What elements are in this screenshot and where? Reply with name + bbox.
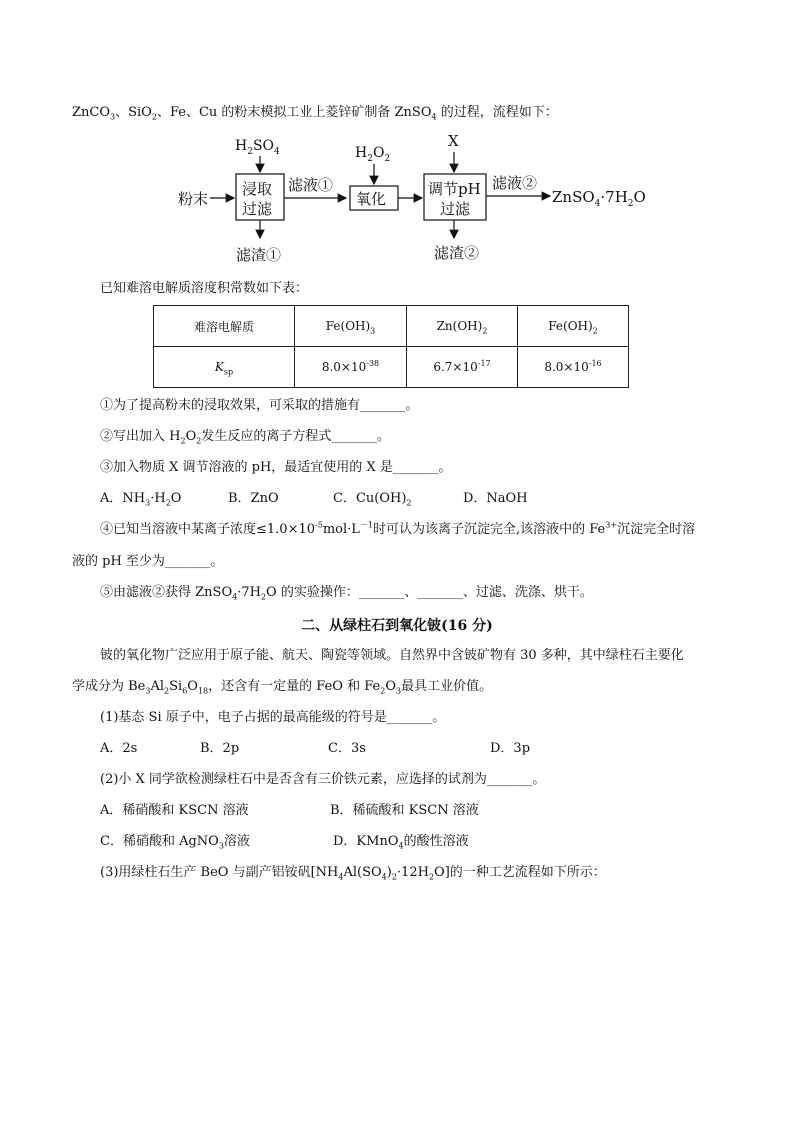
ksp-table bbox=[153, 305, 629, 388]
table-cell: $6.7\times 10^{-17}$ bbox=[407, 347, 518, 388]
intro-text: ZnCO$_3$、SiO$_2$、Fe、Cu 的粉末模拟工业上菱锌矿制备 ZnSO$_4$ 的过程，流程如下： bbox=[72, 105, 558, 122]
question-5: ⑤由滤液②获得 $ZnSO_4\cdot 7H_2O$ 的实验操作：_______、_______、过滤、洗涤、烘干。 bbox=[100, 585, 593, 602]
section-2-title: 二、从绿柱石到氧化铍(16 分) bbox=[301, 618, 493, 634]
table-header-cell: $Zn(OH)_2$ bbox=[407, 306, 518, 347]
section-2-paragraph-line2: 学成分为 $Be_3Al_2Si_6O_{18}$，还含有一定量的 FeO 和 $Fe_2O_3$最具工业价值。 bbox=[72, 679, 493, 696]
s2-q1-option-a: A．2s bbox=[100, 741, 138, 756]
q3-option-c: C．$Cu(OH)_2$ bbox=[333, 491, 412, 508]
flow-filtrate2: 滤液② bbox=[492, 174, 538, 192]
table-header-cell: $Fe(OH)_2$ bbox=[518, 306, 629, 347]
question-2: ②写出加入 $H_2O_2$发生反应的离子方程式_______。 bbox=[100, 429, 390, 446]
q3-option-b: B．ZnO bbox=[228, 491, 279, 506]
table-header-cell: 难溶电解质 bbox=[154, 306, 295, 347]
process-flow-diagram bbox=[170, 128, 660, 268]
question-3: ③加入物质 X 调节溶液的 pH，最适宜使用的 X 是_______。 bbox=[100, 460, 452, 475]
flow-box1-line1: 浸取 bbox=[242, 180, 273, 198]
q3-option-d: D．NaOH bbox=[463, 491, 528, 506]
s2-q1-option-d: D．3p bbox=[490, 741, 531, 756]
s2-question-3: (3)用绿柱石生产 BeO 与副产铝铵矾$[NH_4Al(SO_4)_2\cdot 12H_2O]$的一种工艺流程如下所示： bbox=[100, 865, 606, 882]
question-4-line2: 液的 pH 至少为_______。 bbox=[72, 554, 224, 569]
flow-residue1: 滤渣① bbox=[236, 246, 282, 264]
flow-product: $ZnSO_4\cdot 7H_2O$ bbox=[552, 188, 646, 209]
table-row bbox=[154, 306, 629, 347]
flow-box1-line2: 过滤 bbox=[242, 200, 273, 218]
s2-question-2: (2)小 X 同学欲检测绿柱石中是否含有三价铁元素，应选择的试剂为_______。 bbox=[100, 772, 546, 787]
flow-filtrate1: 滤液① bbox=[288, 176, 334, 194]
flow-reagent-h2o2: $H_2O_2$ bbox=[355, 145, 391, 164]
table-row bbox=[154, 347, 629, 388]
flow-box3-line1: 调节pH bbox=[428, 180, 481, 198]
flow-box2-label: 氧化 bbox=[356, 190, 387, 208]
s2-q1-option-b: B．2p bbox=[200, 741, 240, 756]
question-1: ①为了提高粉末的浸取效果，可采取的措施有_______。 bbox=[100, 398, 419, 413]
table-cell: $K_{sp}$ bbox=[154, 347, 295, 388]
flow-box3-line2: 过滤 bbox=[440, 200, 471, 218]
table-cell: $8.0\times 10^{-38}$ bbox=[295, 347, 407, 388]
s2-q2-option-b: B．稀硫酸和 KSCN 溶液 bbox=[330, 803, 479, 818]
s2-q2-option-c: C．稀硝酸和 AgNO$_3$溶液 bbox=[100, 834, 250, 851]
q3-option-a: A．$NH_3\cdot H_2O$ bbox=[100, 491, 182, 508]
table-header-cell: $Fe(OH)_3$ bbox=[295, 306, 407, 347]
flow-residue2: 滤渣② bbox=[434, 244, 480, 262]
table-cell: $8.0\times 10^{-16}$ bbox=[518, 347, 629, 388]
section-2-paragraph-line1: 铍的氧化物广泛应用于原子能、航天、陶瓷等领域。自然界中含铍矿物有 30 多种，其中绿柱石主要化 bbox=[100, 648, 684, 663]
s2-q2-option-d: D．KMnO$_4$的酸性溶液 bbox=[333, 834, 469, 851]
ksp-intro: 已知难溶电解质溶度积常数如下表： bbox=[100, 281, 309, 296]
flow-reagent-h2so4: $H_2SO_4$ bbox=[235, 138, 280, 157]
flow-reagent-x: X bbox=[448, 132, 459, 150]
s2-question-1: (1)基态 Si 原子中，电子占据的最高能级的符号是_______。 bbox=[100, 710, 446, 725]
flow-input: 粉末 bbox=[178, 190, 209, 208]
s2-q2-option-a: A．稀硝酸和 KSCN 溶液 bbox=[100, 803, 249, 818]
question-4-line1: ④已知当溶液中某离子浓度$\le 1.0\times 10^{-5}mol\cdot L^{-1}$时可认为该离子沉淀完全,该溶液中的 $Fe^{3+}$沉淀完全时溶 bbox=[100, 520, 696, 537]
s2-q1-option-c: C．3s bbox=[328, 741, 366, 756]
